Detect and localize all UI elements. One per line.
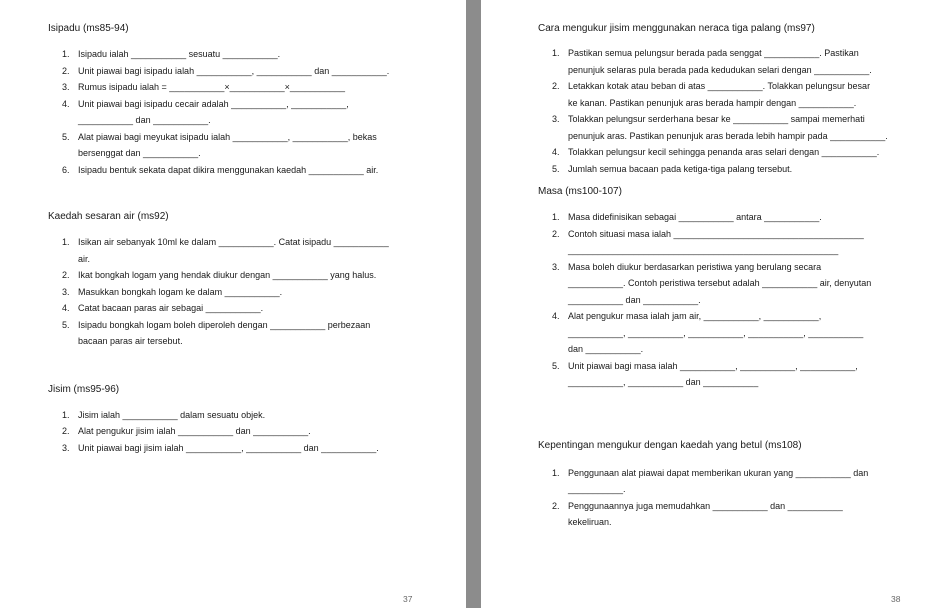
question-line: Isipadu ialah ___________ sesuatu ___________.: [78, 49, 281, 59]
question-item: [538, 465, 908, 498]
question-line: Unit piawai bagi masa ialah ___________, ___________, ___________,: [568, 360, 858, 371]
question-number: 1.: [552, 467, 560, 478]
question-line: air.: [78, 253, 91, 264]
question-line: Penggunaan alat piawai dapat memberikan ukuran yang ___________ dan: [568, 467, 869, 478]
question-item: [48, 234, 428, 267]
question-number: 6.: [62, 164, 70, 175]
question-line: Rumus isipadu ialah = ___________×___________×___________: [78, 82, 345, 92]
question-number: 1.: [552, 212, 560, 222]
question-item: [48, 317, 428, 350]
question-line: ___________. Contoh peristiwa tersebut adalah ___________ air, denyutan: [568, 278, 872, 288]
question-item: [48, 96, 428, 129]
question-list: [538, 45, 908, 177]
question-line: Alat piawai bagi meyukat isipadu ialah ___________, ___________, bekas: [78, 131, 377, 142]
question-item: [538, 78, 908, 111]
question-number: 5.: [552, 163, 560, 174]
question-item: [48, 129, 428, 162]
page-left: [0, 0, 466, 608]
question-line: ___________.: [568, 484, 626, 494]
question-item: [48, 423, 428, 440]
question-item: [48, 46, 428, 63]
question-line: Isipadu bongkah logam boleh diperoleh dengan ___________ perbezaan: [78, 319, 371, 330]
question-line: Pastikan semua pelungsur berada pada senggat ___________. Pastikan: [568, 48, 859, 58]
question-line: ______________________________________________________: [568, 245, 839, 255]
page-gutter: [466, 0, 481, 608]
question-number: 2.: [552, 228, 560, 239]
question-number: 1.: [62, 237, 70, 247]
question-line: Ikat bongkah logam yang hendak diukur dengan ___________ yang halus.: [78, 270, 377, 280]
question-number: 3.: [62, 442, 70, 453]
question-line: bacaan paras air tersebut.: [78, 336, 183, 346]
section-title: Cara mengukur jisim menggunakan neraca tiga palang (ms97): [538, 23, 815, 34]
question-list: [48, 234, 428, 350]
question-item: [538, 209, 908, 226]
question-line: Tolakkan pelungsur serderhana besar ke ___________ sampai memerhati: [568, 114, 865, 124]
question-line: Letakkan kotak atau beban di atas ___________. Tolakkan pelungsur besar: [568, 81, 871, 91]
question-item: [538, 45, 908, 78]
question-line: Isipadu bentuk sekata dapat dikira menggunakan kaedah ___________ air.: [78, 164, 379, 175]
question-number: 4.: [62, 303, 70, 313]
question-line: penunjuk selaras pula berada pada kedudukan selari dengan ___________.: [568, 64, 872, 75]
question-item: [48, 440, 428, 457]
question-line: ___________ dan ___________.: [78, 115, 211, 125]
question-line: Catat bacaan paras air sebagai ___________.: [78, 303, 264, 313]
question-item: [48, 79, 428, 96]
section-isipadu: [48, 22, 428, 178]
question-number: 4.: [552, 311, 560, 321]
question-line: bersenggat dan ___________.: [78, 148, 201, 158]
question-line: Alat pengukur jisim ialah ___________ dan ___________.: [78, 426, 311, 436]
section-title: Masa (ms100-107): [538, 186, 622, 197]
page-number: 38: [891, 594, 901, 604]
question-item: [538, 226, 908, 259]
question-item: [538, 161, 908, 178]
question-line: Masukkan bongkah logam ke dalam ___________.: [78, 286, 283, 297]
section-title: Isipadu (ms85-94): [48, 23, 129, 34]
question-item: [538, 358, 908, 391]
question-number: 2.: [62, 270, 70, 280]
question-item: [48, 407, 428, 424]
section-title: Jisim (ms95-96): [48, 383, 120, 395]
question-line: Jisim ialah ___________ dalam sesuatu objek.: [78, 409, 266, 420]
question-number: 3.: [552, 114, 560, 124]
question-item: [48, 63, 428, 80]
question-item: [48, 267, 428, 284]
page-right: [481, 0, 945, 608]
question-line: ___________, ___________, ___________, ___________, ___________: [568, 327, 864, 338]
section-title: Kepentingan mengukur dengan kaedah yang betul (ms108): [538, 439, 802, 451]
question-number: 5.: [62, 131, 70, 142]
page-left-content: [48, 22, 428, 456]
question-number: 3.: [62, 82, 70, 92]
question-line: penunjuk aras. Pastikan penunjuk aras berada lebih hampir pada ___________.: [568, 130, 888, 141]
section-jisim: [48, 383, 428, 457]
question-number: 4.: [552, 147, 560, 157]
question-list: [538, 465, 908, 531]
question-line: dan ___________.: [568, 344, 644, 354]
question-number: 2.: [62, 426, 70, 436]
question-item: [538, 498, 908, 531]
question-number: 2.: [62, 65, 70, 76]
section-masa: [538, 185, 908, 391]
question-line: Alat pengukur masa ialah jam air, ___________, ___________,: [568, 311, 822, 321]
question-list: [48, 407, 428, 457]
section-title: Kaedah sesaran air (ms92): [48, 211, 169, 222]
question-line: Isikan air sebanyak 10ml ke dalam ___________. Catat isipadu ___________: [78, 237, 389, 247]
question-line: Unit piawai bagi jisim ialah ___________, ___________ dan ___________.: [78, 442, 379, 453]
question-number: 1.: [62, 409, 70, 420]
question-item: [538, 111, 908, 144]
page-number: 37: [403, 594, 413, 604]
question-line: ___________ dan ___________.: [568, 294, 701, 305]
question-number: 3.: [552, 261, 560, 272]
question-item: [48, 284, 428, 301]
question-number: 2.: [552, 500, 560, 511]
question-number: 4.: [62, 98, 70, 109]
question-number: 5.: [552, 360, 560, 371]
section-kepentingan-mengukur: [538, 439, 908, 531]
question-list: [538, 209, 908, 391]
question-number: 1.: [552, 48, 560, 58]
question-list: [48, 46, 428, 178]
section-neraca-tiga-palang: [538, 22, 908, 177]
question-line: Unit piawai bagi isipadu cecair adalah ___________, ___________,: [78, 98, 349, 109]
question-line: Contoh situasi masa ialah ______________________________________: [568, 228, 864, 239]
question-item: [538, 308, 908, 358]
page-right-content: [538, 22, 908, 531]
question-number: 5.: [62, 319, 70, 330]
question-item: [48, 300, 428, 317]
question-line: kekeliruan.: [568, 517, 612, 527]
question-item: [48, 162, 428, 179]
question-line: Masa boleh diukur berdasarkan peristiwa yang berulang secara: [568, 261, 822, 272]
section-kaedah-sesaran-air: [48, 210, 428, 350]
question-number: 3.: [62, 286, 70, 297]
question-line: Penggunaannya juga memudahkan ___________ dan ___________: [568, 500, 843, 511]
question-line: ___________, ___________ dan ___________: [568, 377, 759, 387]
question-line: Unit piawai bagi isipadu ialah ___________, ___________ dan ___________.: [78, 65, 390, 76]
question-number: 2.: [552, 81, 560, 91]
question-line: ke kanan. Pastikan penunjuk aras berada hampir dengan ___________.: [568, 97, 857, 108]
question-item: [538, 259, 908, 309]
question-line: Tolakkan pelungsur kecil sehingga penanda aras selari dengan ___________.: [568, 147, 880, 157]
question-number: 1.: [62, 49, 70, 59]
question-item: [538, 144, 908, 161]
question-line: Jumlah semua bacaan pada ketiga-tiga palang tersebut.: [568, 163, 793, 174]
question-line: Masa didefinisikan sebagai ___________ antara ___________.: [568, 212, 822, 222]
